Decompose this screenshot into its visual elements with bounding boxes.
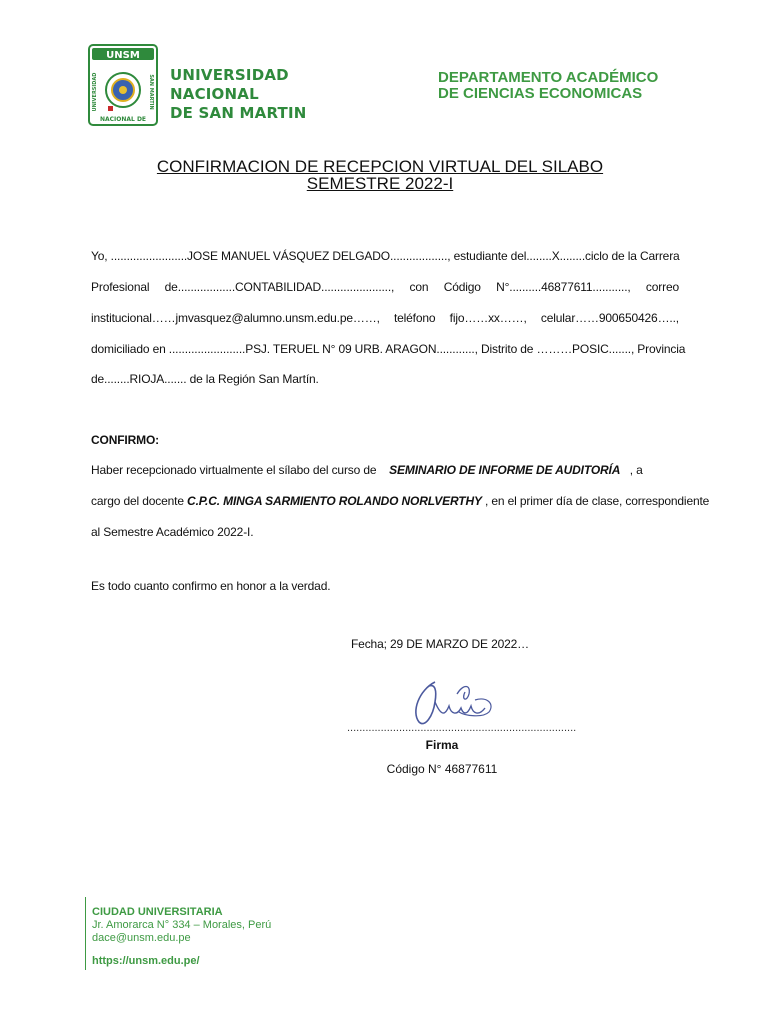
footer xyxy=(92,906,271,968)
university-logo xyxy=(88,44,158,126)
paragraph1-line4: domiciliado en ........................PSJ. TERUEL N° 09 URB. ARAGON............, Distrito de ………POSIC......., Provincia xyxy=(91,342,686,356)
p1-l3-word: fijo……xx……, xyxy=(449,311,527,325)
footer-website-link[interactable]: https://unsm.edu.pe/ xyxy=(92,955,200,967)
p1-l3-word: celular……900650426….., xyxy=(540,311,679,325)
footer-divider xyxy=(85,897,86,970)
date-line: Fecha; 29 DE MARZO DE 2022… xyxy=(351,637,530,651)
footer-email[interactable]: dace@unsm.edu.pe xyxy=(92,932,191,944)
university-name-line2: DE SAN MARTIN xyxy=(170,104,307,122)
student-code: Código N° 46877611 xyxy=(386,762,498,776)
p2-l2-end: , en el primer día de clase, correspondiente xyxy=(485,494,710,508)
course-name: SEMINARIO DE INFORME DE AUDITORÍA xyxy=(389,463,621,477)
p1-l2-word: con xyxy=(409,280,429,294)
signature-label: Firma xyxy=(425,738,459,752)
logo-text-left: UNIVERSIDAD xyxy=(92,72,98,112)
paragraph1-line5: de........RIOJA....... de la Región San Martín. xyxy=(91,372,319,386)
confirm-label: CONFIRMO: xyxy=(91,433,159,447)
footer-campus: CIUDAD UNIVERSITARIA xyxy=(92,906,223,918)
p1-l2-word: de..................CONTABILIDAD......................, xyxy=(164,280,395,294)
teacher-name: C.P.C. MINGA SARMIENTO ROLANDO NORLVERTHY xyxy=(187,494,482,508)
p1-l2-word: N°..........46877611..........., xyxy=(496,280,631,294)
title-line2: SEMESTRE 2022-I xyxy=(306,174,454,193)
p1-l2-word: correo xyxy=(645,280,679,294)
paragraph1-line2 xyxy=(91,280,679,294)
p1-l2-word: Profesional xyxy=(91,280,150,294)
p2-l2-text: cargo del docente xyxy=(91,494,184,508)
department-name xyxy=(438,70,738,102)
paragraph2-line2 xyxy=(91,494,710,508)
department-line2: DE CIENCIAS ECONOMICAS xyxy=(438,85,643,102)
signature-line: ........................................................................... xyxy=(347,722,577,734)
p2-l1-end: , a xyxy=(629,463,643,477)
department-line1: DEPARTAMENTO ACADÉMICO xyxy=(438,69,659,86)
p1-l3-word: institucional……jmvasquez@alumno.unsm.edu.pe……, xyxy=(91,311,380,325)
title-line1: CONFIRMACION DE RECEPCION VIRTUAL DEL SILABO xyxy=(156,157,604,176)
paragraph2-line3: al Semestre Académico 2022-I. xyxy=(91,525,254,539)
university-name xyxy=(170,66,360,123)
paragraph1-line1: Yo, ........................JOSE MANUEL VÁSQUEZ DELGADO.................., estudiante del........X........ciclo de la Carrera xyxy=(91,249,680,263)
footer-address: Jr. Amorarca N° 334 – Morales, Perú xyxy=(92,919,272,931)
p1-l2-word: Código xyxy=(443,280,481,294)
p2-l1-text: Haber recepcionado virtualmente el sílabo del curso de xyxy=(91,463,377,477)
university-name-line1: UNIVERSIDAD NACIONAL xyxy=(170,66,289,103)
paragraph2-line1 xyxy=(91,463,679,477)
logo-text-top: UNSM xyxy=(106,50,140,61)
paragraph1-line3 xyxy=(91,311,679,325)
document-title xyxy=(100,158,660,192)
logo-text-bottom: NACIONAL DE xyxy=(99,116,147,123)
logo-text-right: SAN MARTIN xyxy=(148,74,154,110)
closing-statement: Es todo cuanto confirmo en honor a la verdad. xyxy=(91,579,331,593)
p1-l3-word: teléfono xyxy=(393,311,436,325)
